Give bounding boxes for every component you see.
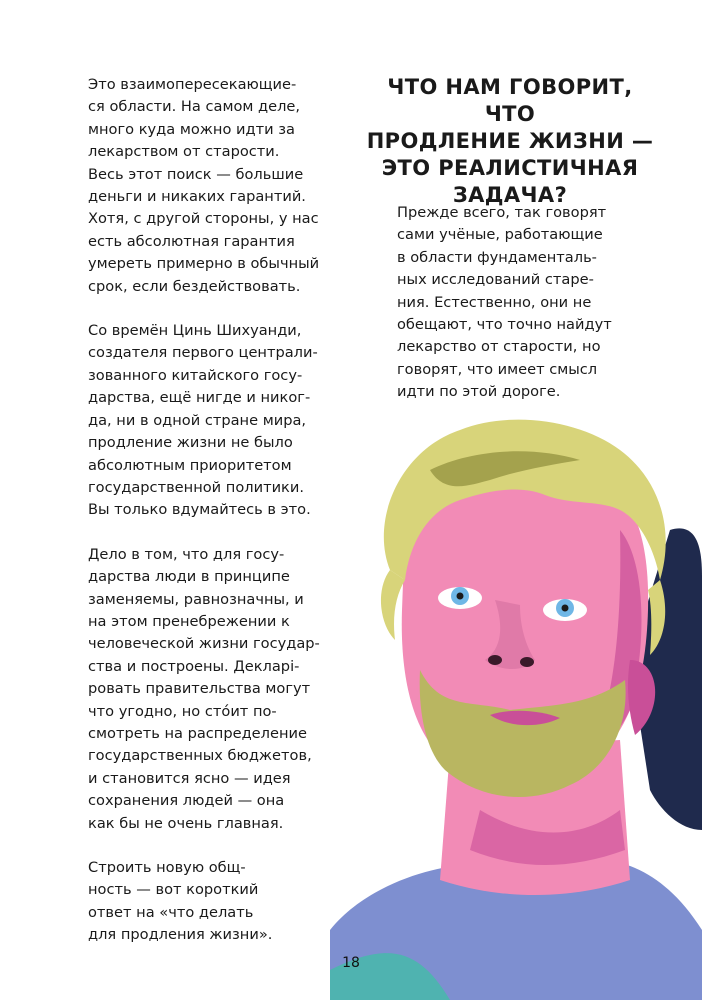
hair-strand-left	[381, 570, 405, 640]
left-text-column	[88, 74, 320, 969]
page-number: 18	[342, 955, 360, 971]
man-looking-up-illustration	[330, 410, 702, 1000]
paragraph-4: Строить новую общ- ность — вот короткий ответ на «что делать для продления жизни».	[88, 859, 273, 944]
left-nostril	[488, 655, 502, 665]
right-paragraph: Прежде всего, так говорят сами учёные, работающие в области фундаменталь- ных исследований старе- ния. Естественно, они не обещают, что точно найдут лекарство от старости, но говорят, что имеет смысл идти по этой дороге.	[397, 204, 612, 401]
left-pupil	[457, 593, 464, 600]
paragraph-3: Дело в том, что для госу- дарства люди в принципе заменяемы, равнозначны, и на этом пренебрежении к человеческой жизни государ- ства и построены. Декларі- ровать правительства могут что угодно, но сто́ит по- смотреть на распределение государственных бюджетов, и становится ясно — идея сохранения людей — она как бы не очень главная.	[88, 545, 320, 832]
paragraph-2: Со времён Цинь Шихуанди, создателя первого централи- зованного китайского госу- дарства, ещё нигде и никог- да, ни в одной стране мира, продление жизни не было абсолютным приоритетом государственной политики. Вы только вдумайтесь в это.	[88, 322, 318, 519]
paragraph-1: Это взаимопересекающие- ся области. На самом деле, много куда можно идти за лекарством от старости. Весь этот поиск — большие деньги и никаких гарантий. Хотя, с другой стороны, у нас есть абсолютная гарантия умереть примерно в обычный срок, если бездействовать.	[88, 76, 320, 295]
right-nostril	[520, 657, 534, 667]
right-text-column	[397, 202, 637, 426]
section-heading: ЧТО НАМ ГОВОРИТ, ЧТО ПРОДЛЕНИЕ ЖИЗНИ — ЭТО РЕАЛИСТИЧНАЯ ЗАДАЧА?	[366, 75, 654, 207]
right-pupil	[562, 605, 569, 612]
